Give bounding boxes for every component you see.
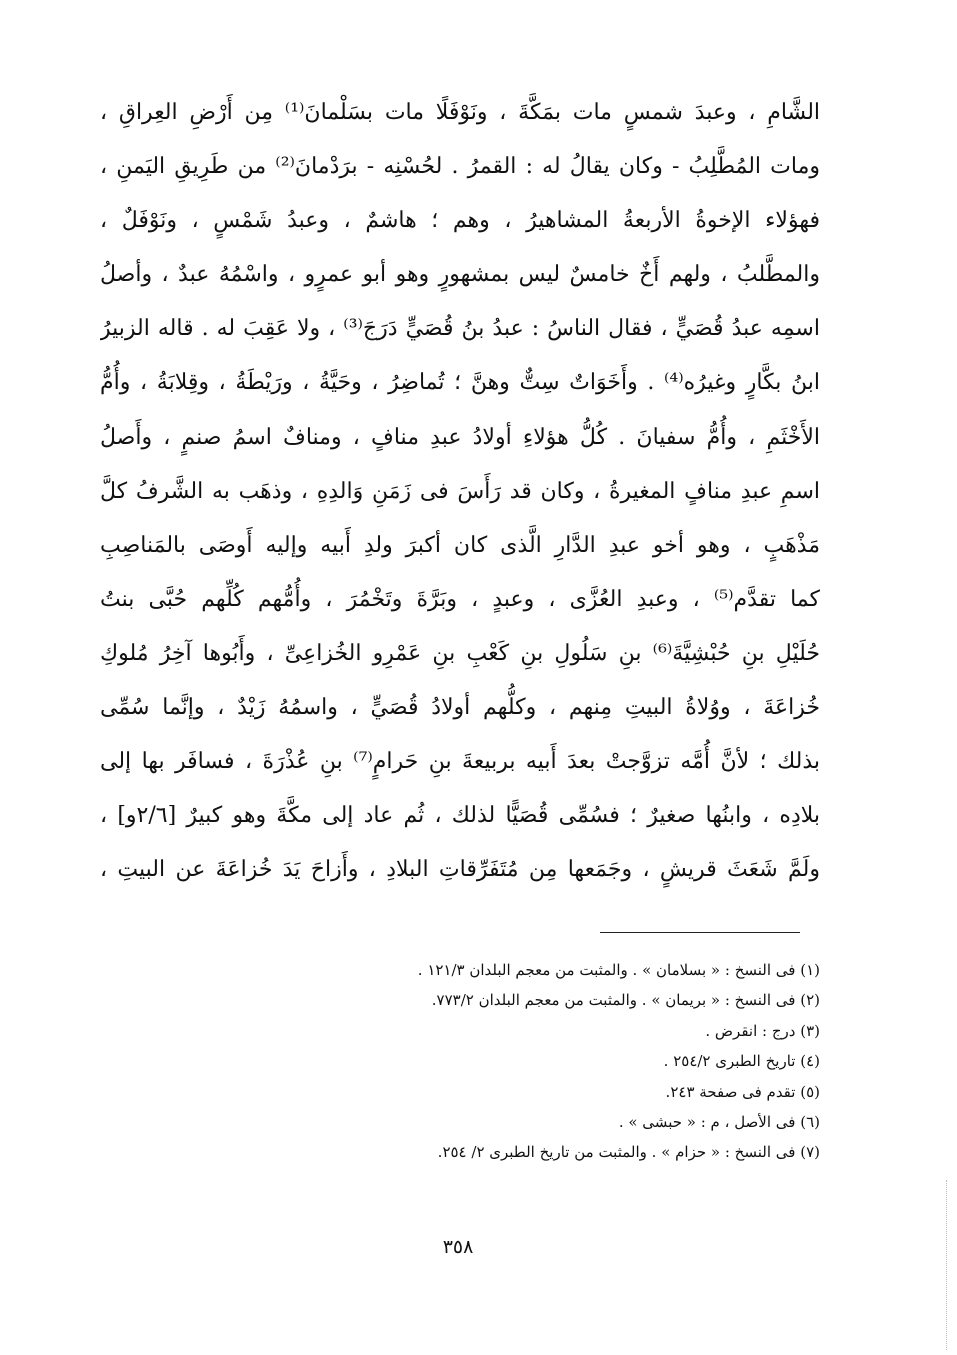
text-line: بلادِه ، وابنُها صغيرٌ ؛ فسُمِّى قُصَيًّا لذلك ، ثُم عاد إلى مكَّةَ وهو كبيرٌ [٢/٦و] ، [100,803,820,829]
footnotes-block [200,955,820,1168]
text-line: حُلَيْلِ بنِ حُبْشِيَّةَ⁽⁶⁾ بنِ سَلُولِ بنِ كَعْبِ بنِ عَمْرِو الخُزاعِىِّ ، وأَبُوها آخِرُ مُلوكِ [100,640,820,666]
text-line: الشَّامِ ، وعبدَ شمسٍ مات بمَكَّةَ ، ونَوْفَلًا مات بسَلْمانَ⁽¹⁾ مِن أَرْضِ العِراقِ ، [100,100,820,125]
footnote-7: (٧) فى النسخ : « حزام » . والمثبت من تاريخ الطبرى ٢/ ٢٥٤. [437,1143,820,1162]
text-line: ولَمَّ شَعَثَ قريشٍ ، وجَمَعها مِن مُتَفَرِّقاتِ البلادِ ، وأَزاحَ يَدَ خُزاعَةَ عن البيتِ ، [100,857,820,883]
footnote-2: (٢) فى النسخ : « بريمان » . والمثبت من معجم البلدان ٧٧٣/٢. [431,991,820,1010]
text-line: اسمِ عبدِ منافٍ المغيرةُ ، وكان قد رَأَسَ فى زَمَنِ وَالدِهِ ، وذهَب به الشَّرفُ كلَّ [100,478,820,504]
text-line: الأَخْثَمِ ، وأُمُّ سفيانَ . كُلُّ هؤلاءِ أولادُ عبدِ منافٍ ، ومنافٌ اسمُ صنمٍ ، وأَصلُ [100,424,820,450]
text-line: والمطَّلبُ ، ولهم أَخٌ خامسٌ ليس بمشهورٍ وهو أبو عمرٍو ، واسْمُهُ عبدٌ ، وأصلُ [100,262,820,288]
main-text-block [100,86,820,897]
text-line: فهؤلاء الإخوةُ الأربعةُ المشاهيرُ ، وهم ؛ هاشمٌ ، وعبدُ شَمْسٍ ، ونَوْفَلٌ ، [100,208,820,234]
text-line: كما تقدَّم⁽⁵⁾ ، وعبدِ العُزَّى ، وعبدٍ ، وبَرَّةَ وتَخْمُرَ ، وأُمُّهم كُلِّهم حُبَّى بنتُ [100,586,820,612]
text-line: مَذْهَبٍ ، وهو أخو عبدِ الدَّارِ الَّذى كان أكبرَ ولدِ أَبيه وإليه أَوصَى بالمَناصِبِ [100,532,820,558]
footnote-5: (٥) تقدم فى صفحة ٢٤٣. [665,1082,820,1101]
scan-edge-mark [946,1180,947,1350]
text-line: بذلك ؛ لأنَّ أُمَّه تزوَّجتْ بعدَ أَبيه بربيعةَ بنِ حَرامٍ⁽⁷⁾ بنِ عُذْرَةَ ، فسافَر بها إلى [100,749,820,775]
text-line: خُزاعَةَ ، ووُلاةُ البيتِ مِنهم ، وكلُّهم أولادُ قُصَيٍّ ، واسمُهُ زَيْدٌ ، وإنَّما سُمِّى [100,695,820,721]
footnote-3: (٣) درج : انقرض . [705,1021,820,1040]
text-line: ومات المُطَّلِبُ - وكان يقالُ له : القمرُ . لحُسْنِه - برَدْمانَ⁽²⁾ من طَرِيقِ اليَمنِ ، [100,154,820,180]
page-number: ٣٥٨ [442,1236,474,1258]
footnote-4: (٤) تاريخ الطبرى ٢٥٤/٢ . [663,1052,820,1071]
footnote-1: (١) فى النسخ : « بسلامان » . والمثبت من معجم البلدان ١٢١/٣ . [417,961,820,979]
footnote-6: (٦) فى الأصل ، م : « حبشى » . [618,1112,820,1131]
footnote-separator [600,932,800,933]
text-line: اسمِه عبدُ قُصَيٍّ ، فقال الناسُ : عبدُ بنُ قُصَيٍّ دَرَجَ⁽³⁾ ، ولا عَقِبَ له . قاله الزبيرُ [100,316,820,342]
text-line: ابنُ بكَّارٍ وغيرُه⁽⁴⁾ . وأَخَوَاتٌ سِتٌّ وهنَّ ؛ تُماضِرُ ، وحَيَّةُ ، ورَيْطَةُ ، وقِلابَةُ ، وأُمُّ [100,370,820,396]
